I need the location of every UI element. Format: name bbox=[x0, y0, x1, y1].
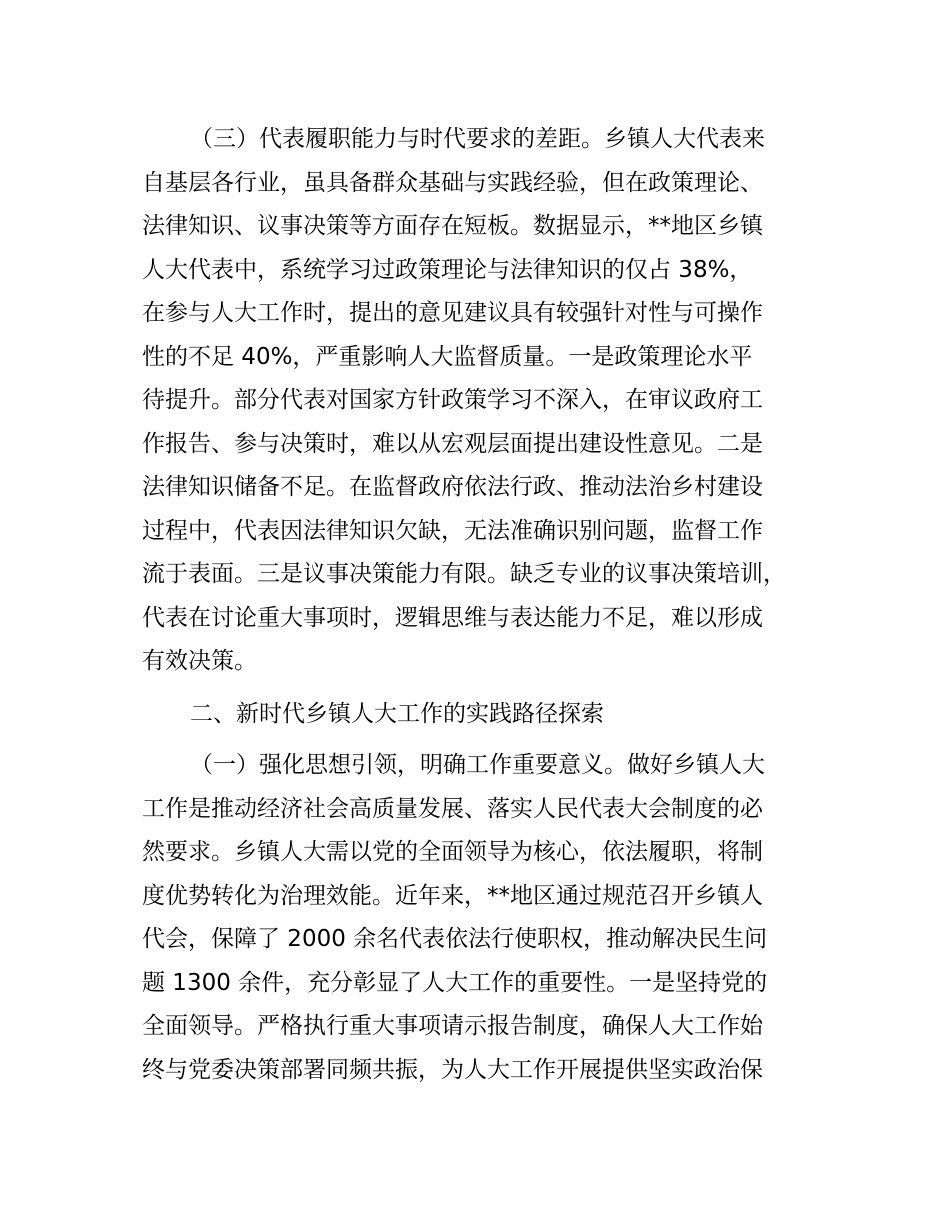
paragraph-4-line-6: 题 1300 余件，充分彰显了人大工作的重要性。一是坚持党的 bbox=[142, 970, 768, 996]
paragraph-3-line-8: 作报告、参与决策时，难以从宏观层面提出建设性意见。二是 bbox=[142, 431, 763, 457]
paragraph-4-line-8: 终与党委决策部署同频共振，为人大工作开展提供坚实政治保 bbox=[142, 1057, 763, 1083]
paragraph-4-line-4: 度优势转化为治理效能。近年来，**地区通过规范召开乡镇人 bbox=[142, 883, 763, 909]
paragraph-4-line-1: （一）强化思想引领，明确工作重要意义。做好乡镇人大 bbox=[190, 752, 765, 778]
paragraph-3-line-4: 人大代表中，系统学习过政策理论与法律知识的仅占 38%， bbox=[142, 257, 753, 283]
paragraph-4-line-2: 工作是推动经济社会高质量发展、落实人民代表大会制度的必 bbox=[142, 796, 763, 822]
paragraph-3-line-11: 流于表面。三是议事决策能力有限。缺乏专业的议事决策培训， bbox=[142, 561, 786, 587]
paragraph-3-line-7: 待提升。部分代表对国家方针政策学习不深入，在审议政府工 bbox=[142, 387, 763, 413]
paragraph-3-line-2: 自基层各行业，虽具备群众基础与实践经验，但在政策理论、 bbox=[142, 170, 763, 196]
paragraph-3-line-9: 法律知识储备不足。在监督政府依法行政、推动法治乡村建设 bbox=[142, 474, 763, 500]
section-heading: 二、新时代乡镇人大工作的实践路径探索 bbox=[190, 701, 604, 727]
paragraph-3-line-5: 在参与人大工作时，提出的意见建议具有较强针对性与可操作 bbox=[142, 300, 763, 326]
paragraph-3-line-13: 有效决策。 bbox=[142, 648, 257, 674]
paragraph-3-line-3: 法律知识、议事决策等方面存在短板。数据显示，**地区乡镇 bbox=[142, 213, 763, 239]
paragraph-4-line-5: 代会，保障了 2000 余名代表依法行使职权，推动解决民生问 bbox=[142, 926, 768, 952]
paragraph-3-line-1: （三）代表履职能力与时代要求的差距。乡镇人大代表来 bbox=[190, 126, 765, 152]
paragraph-3-line-10: 过程中，代表因法律知识欠缺，无法准确识别问题，监督工作 bbox=[142, 518, 763, 544]
paragraph-4-line-3: 然要求。乡镇人大需以党的全面领导为核心，依法履职，将制 bbox=[142, 839, 763, 865]
paragraph-4-line-7: 全面领导。严格执行重大事项请示报告制度，确保人大工作始 bbox=[142, 1013, 763, 1039]
paragraph-3-line-6: 性的不足 40%，严重影响人大监督质量。一是政策理论水平 bbox=[142, 344, 753, 370]
paragraph-3-line-12: 代表在讨论重大事项时，逻辑思维与表达能力不足，难以形成 bbox=[142, 605, 763, 631]
